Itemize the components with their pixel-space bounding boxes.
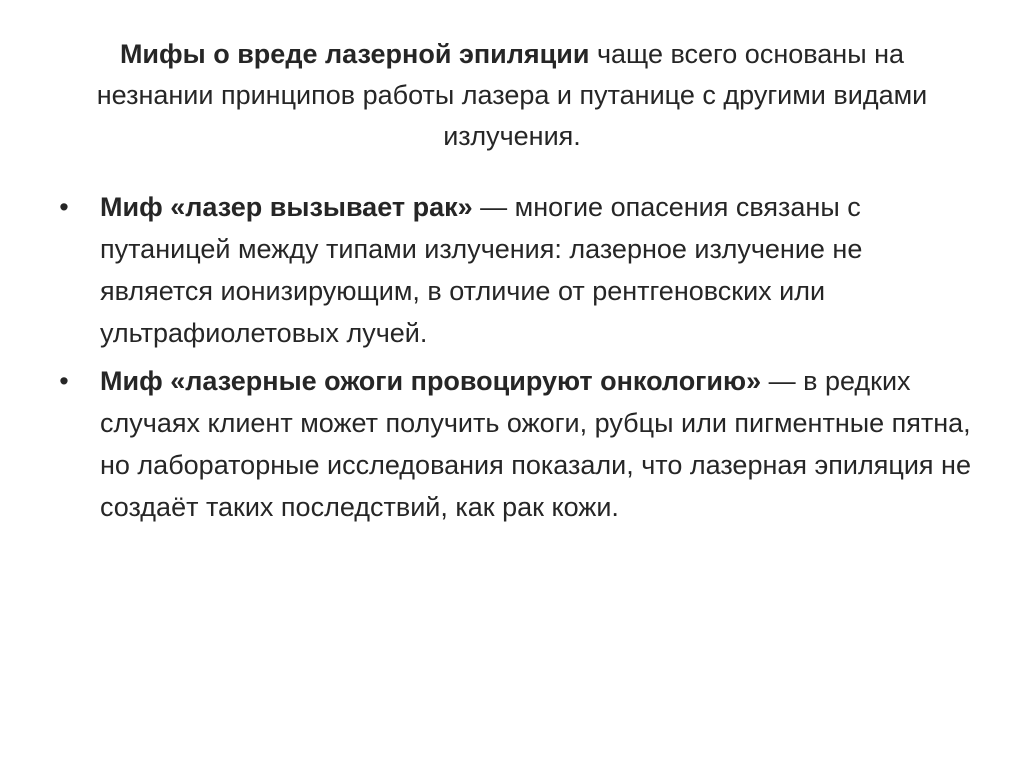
slide-title xyxy=(60,34,964,157)
bullet-bold: Миф «лазерные ожоги провоцируют онкологию» xyxy=(100,366,762,396)
bullet-icon: • xyxy=(59,366,69,396)
bullet-icon: • xyxy=(59,192,69,222)
title-bold: Мифы о вреде лазерной эпиляции xyxy=(119,39,590,69)
bullet-text: — многие опасения связаны с путаницей между типами излучения: лазерное излучение не является ионизирующим, в отличие от рентгеновских или ультрафиолетовых лучей. xyxy=(100,192,863,348)
bullet-item xyxy=(54,360,974,528)
bullet-list xyxy=(54,186,974,534)
bullet-text: — в редких случаях клиент может получить ожоги, рубцы или пигментные пятна, но лабораторные исследования показали, что лазерная эпиляция не создаёт таких последствий, как рак кожи. xyxy=(100,366,971,522)
bullet-bold: Миф «лазер вызывает рак» xyxy=(100,192,473,222)
bullet-item xyxy=(54,186,974,354)
title-text: чаще всего основаны на незнании принципов работы лазера и путанице с другими видами излучения. xyxy=(96,39,928,151)
